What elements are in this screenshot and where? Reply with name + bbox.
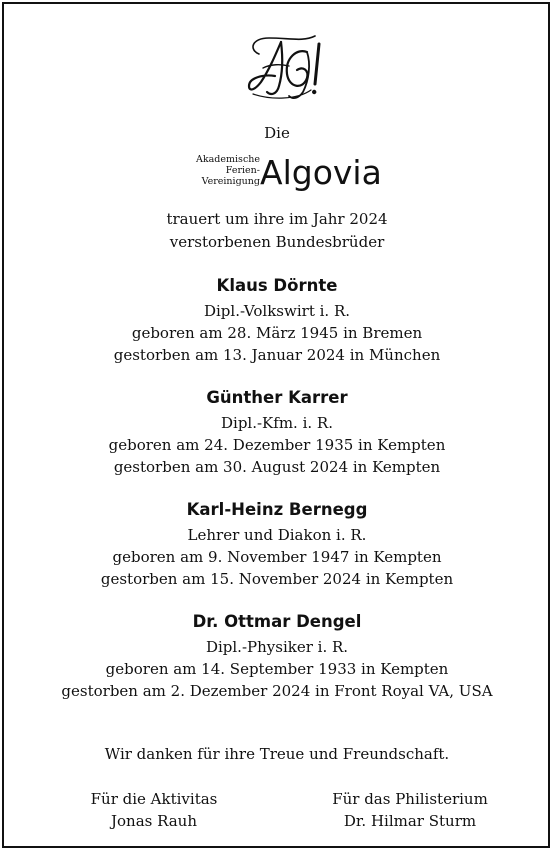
deceased-born: geboren am 14. September 1933 in Kempten (105, 660, 449, 678)
intro-line-2: verstorbenen Bundesbrüder (169, 233, 385, 251)
deceased-died: gestorben am 30. August 2024 in Kempten (113, 458, 441, 476)
deceased-name: Karl-Heinz Bernegg (186, 500, 368, 519)
org-type-line-3: Vereinigung (201, 176, 260, 187)
signature-role: Für die Aktivitas (90, 790, 218, 808)
deceased-died: gestorben am 13. Januar 2024 in München (113, 346, 441, 364)
deceased-name: Klaus Dörnte (216, 276, 338, 295)
org-type-line-1: Akademische (196, 154, 260, 165)
signature-person: Dr. Hilmar Sturm (343, 812, 477, 830)
deceased-name: Dr. Ottmar Dengel (192, 612, 362, 631)
intro-die: Die (264, 124, 290, 142)
deceased-title: Dipl.-Volkswirt i. R. (203, 302, 351, 320)
signature-role: Für das Philisterium (332, 790, 488, 808)
obituary-notice (2, 2, 550, 848)
signature-person: Jonas Rauh (110, 812, 197, 830)
deceased-title: Lehrer und Diakon i. R. (187, 526, 367, 544)
org-type-line-2: Ferien- (225, 165, 260, 176)
deceased-title: Dipl.-Physiker i. R. (205, 638, 349, 656)
deceased-name: Günther Karrer (206, 388, 348, 407)
organization-name: Algovia (260, 153, 382, 192)
fraternity-monogram-logo (241, 24, 331, 110)
organization-name-block (184, 152, 384, 196)
deceased-born: geboren am 28. März 1945 in Bremen (131, 324, 423, 342)
closing-thanks: Wir danken für ihre Treue und Freundschaft. (104, 745, 450, 763)
deceased-died: gestorben am 15. November 2024 in Kempten (100, 570, 454, 588)
deceased-born: geboren am 9. November 1947 in Kempten (112, 548, 442, 566)
deceased-born: geboren am 24. Dezember 1935 in Kempten (108, 436, 446, 454)
intro-line-1: trauert um ihre im Jahr 2024 (166, 210, 388, 228)
deceased-died: gestorben am 2. Dezember 2024 in Front Royal VA, USA (61, 682, 493, 700)
deceased-title: Dipl.-Kfm. i. R. (221, 414, 333, 432)
